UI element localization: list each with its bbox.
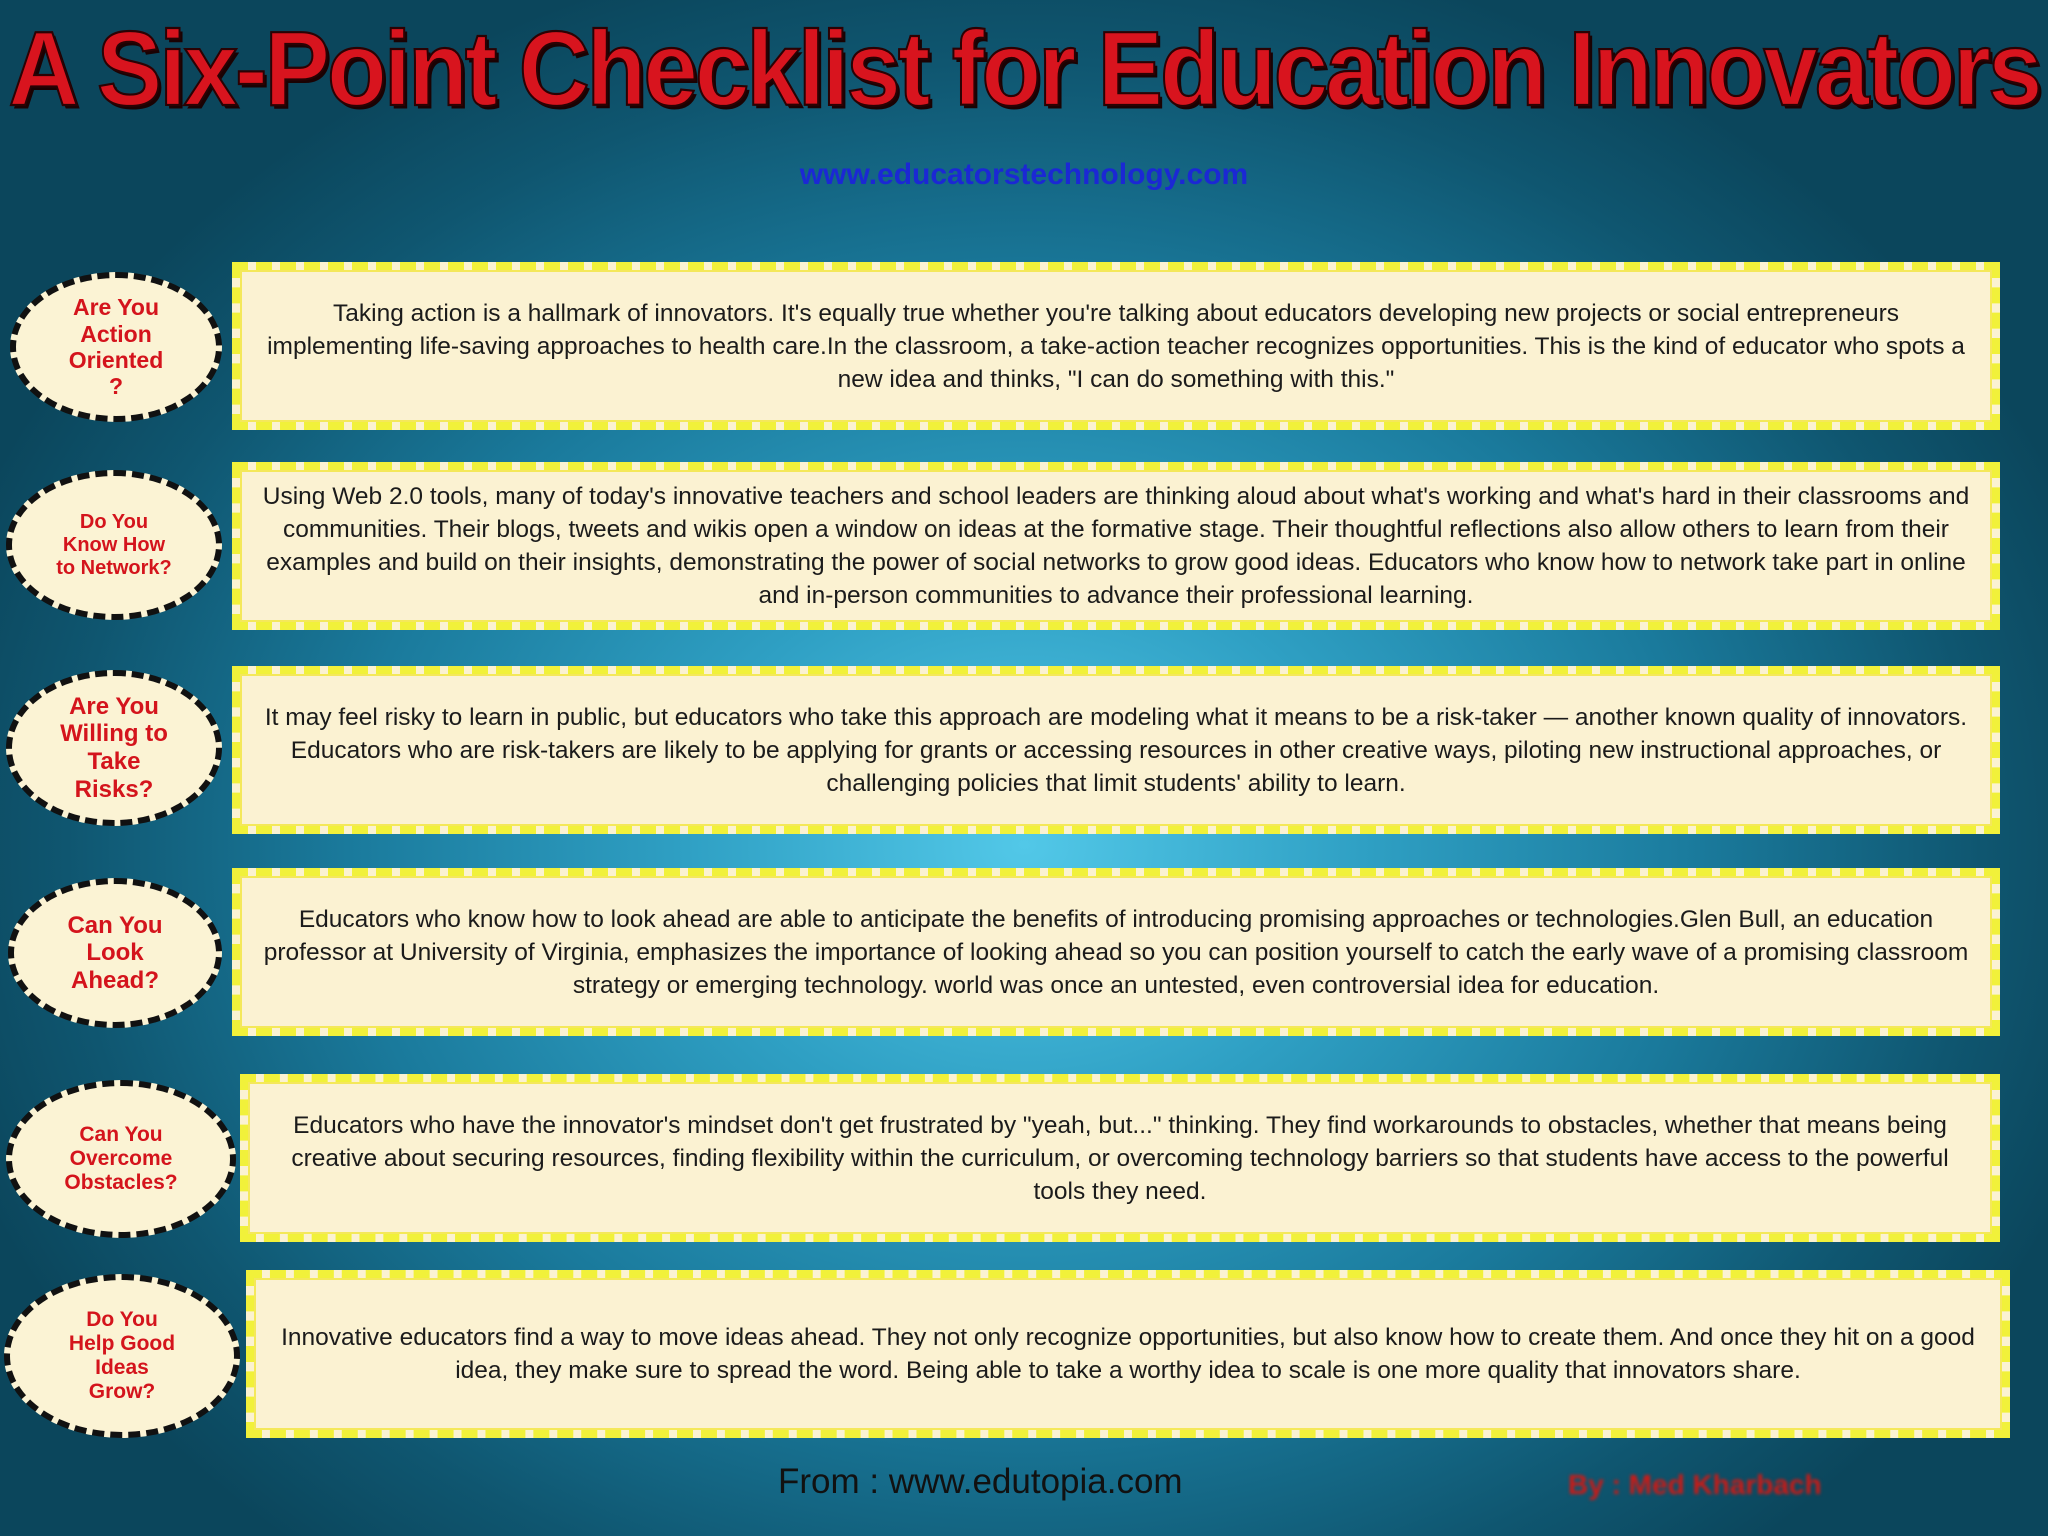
answer-text: Educators who have the innovator's mindset don't get frustrated by "yeah, but..." thinking. They find workarounds to obstacles, whether that means being creative about securing resources, finding flexibility within the curriculum, or overcoming technology barriers so that students have access to the powerful tools they need. [291, 1111, 1949, 1205]
answer-text: Taking action is a hallmark of innovators. It's equally true whether you're talking about educators developing new projects or social entrepreneurs implementing life-saving approaches to health care.In the classroom, a take-action teacher recognizes opportunities. This is the kind of educator who spots a new idea and thinks, "I can do something with this." [267, 299, 1965, 393]
answer-box [232, 462, 2000, 630]
answer-box [246, 1270, 2010, 1438]
answer-box [240, 1074, 2000, 1242]
question-badge [8, 878, 222, 1028]
answer-text: It may feel risky to learn in public, but educators who take this approach are modeling what it means to be a risk-taker — another known quality of innovators. Educators who are risk-takers are likely to be applying for grants or accessing resources in other creative ways, piloting new instructional approaches, or challenging policies that limit students' ability to learn. [264, 703, 1968, 797]
answer-text: Using Web 2.0 tools, many of today's innovative teachers and school leaders are thinking aloud about what's working and what's hard in their classrooms and communities. Their blogs, tweets and wikis open a window on ideas at the formative stage. Their thoughtful reflections also allow others to learn from their examples and build on their insights, demonstrating the power of social networks to grow good ideas. Educators who know how to network take part in online and in-person communities to advance their professional learning. [262, 483, 1970, 609]
checklist-item [0, 462, 2048, 642]
question-badge [6, 1080, 236, 1238]
question-label: Do You Know How to Network? [56, 510, 172, 579]
author-credit: By : Med Kharbach [1568, 1469, 1822, 1500]
question-label: Can You Overcome Obstacles? [64, 1122, 178, 1195]
answer-box [232, 262, 2000, 430]
checklist-item [0, 666, 2048, 846]
question-label: Can You Look Ahead? [67, 911, 163, 994]
website-link[interactable]: www.educatorstechnology.com [799, 158, 1249, 191]
answer-text: Innovative educators find a way to move ideas ahead. They not only recognize opportunities, but also know how to create them. And once they hit on a good idea, they make sure to spread the word. Being able to take a worthy idea to scale is one more quality that innovators share. [281, 1324, 1975, 1384]
question-label: Are You Willing to Take Risks? [60, 692, 168, 803]
question-label: Are You Action Oriented ? [68, 294, 164, 400]
question-badge [6, 670, 222, 826]
checklist-item [0, 868, 2048, 1048]
answer-box [232, 868, 2000, 1036]
question-badge [10, 272, 222, 422]
answer-box [232, 666, 2000, 834]
question-badge [6, 470, 222, 620]
question-badge [4, 1274, 240, 1438]
answer-text: Educators who know how to look ahead are able to anticipate the benefits of introducing promising approaches or technologies.Glen Bull, an education professor at University of Virginia, emphasizes the importance of looking ahead so you can position yourself to catch the early wave of a promising classroom strategy or emerging technology. world was once an untested, even controversial idea for education. [263, 905, 1969, 999]
checklist-item [0, 1074, 2048, 1254]
checklist-item [0, 262, 2048, 442]
checklist-item [0, 1270, 2048, 1450]
page-title: A Six-Point Checklist for Education Innovators [8, 9, 2040, 128]
question-label: Do You Help Good Ideas Grow? [68, 1307, 176, 1404]
source-credit: From : www.edutopia.com [778, 1462, 1183, 1501]
